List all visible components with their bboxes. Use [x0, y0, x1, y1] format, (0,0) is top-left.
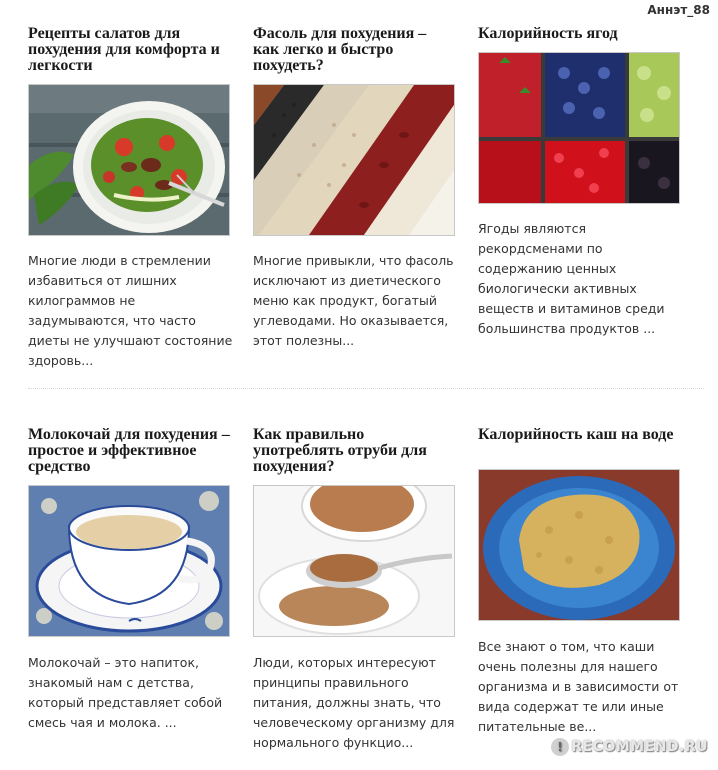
article-title[interactable]: Фасоль для похудения – как легко и быстро похудеть?	[253, 25, 427, 74]
row-divider	[28, 388, 704, 389]
article-card[interactable]	[478, 25, 680, 336]
username[interactable]: Аннэт_88	[647, 3, 710, 17]
article-excerpt: Молокочай – это напиток, знакомый нам с детства, который представляет собой смесь чая и молока. ...	[28, 655, 223, 730]
article-excerpt: Люди, которых интересуют принципы правильного питания, должны знать, что человеческому организму для нормального функцио...	[253, 655, 455, 750]
recommend-logo-icon: !	[551, 738, 569, 756]
article-card[interactable]	[253, 25, 455, 348]
article-title[interactable]: Калорийность ягод	[478, 25, 618, 42]
article-card[interactable]	[253, 426, 455, 750]
milk-tea-cup-image[interactable]	[28, 485, 230, 637]
article-title[interactable]: Калорийность каш на воде	[478, 426, 674, 443]
article-card[interactable]	[28, 426, 230, 730]
article-card[interactable]	[478, 426, 680, 734]
article-title[interactable]: Как правильно употреблять отруби для похудения?	[253, 426, 427, 475]
article-excerpt: Многие привыкли, что фасоль исключают из диетического меню как продукт, богатый углеводами. Но оказывается, этот полезны...	[253, 253, 454, 348]
article-card[interactable]	[28, 25, 233, 368]
salad-plate-image[interactable]	[28, 84, 230, 236]
watermark-text: RECOMMEND.RU	[571, 739, 708, 755]
article-excerpt: Все знают о том, что каши очень полезны для нашего организма и в зависимости от вида содержат те или иные питательные ве...	[478, 639, 679, 734]
beans-rows-image[interactable]	[253, 84, 455, 236]
article-title[interactable]: Рецепты салатов для похудения для комфорта и легкости	[28, 25, 220, 74]
recommend-watermark	[551, 738, 708, 756]
article-title[interactable]: Молокочай для похудения – простое и эффективное средство	[28, 426, 230, 475]
article-excerpt: Многие люди в стремлении избавиться от лишних килограммов не задумываются, что часто диеты не улучшают состояние здоровь...	[28, 253, 233, 368]
porridge-plate-image[interactable]	[478, 469, 680, 621]
bran-spoon-image[interactable]	[253, 485, 455, 637]
berry-baskets-image[interactable]	[478, 52, 680, 204]
article-excerpt: Ягоды являются рекордсменами по содержанию ценных биологически активных веществ и витаминов среди большинства продуктов ...	[478, 221, 665, 336]
